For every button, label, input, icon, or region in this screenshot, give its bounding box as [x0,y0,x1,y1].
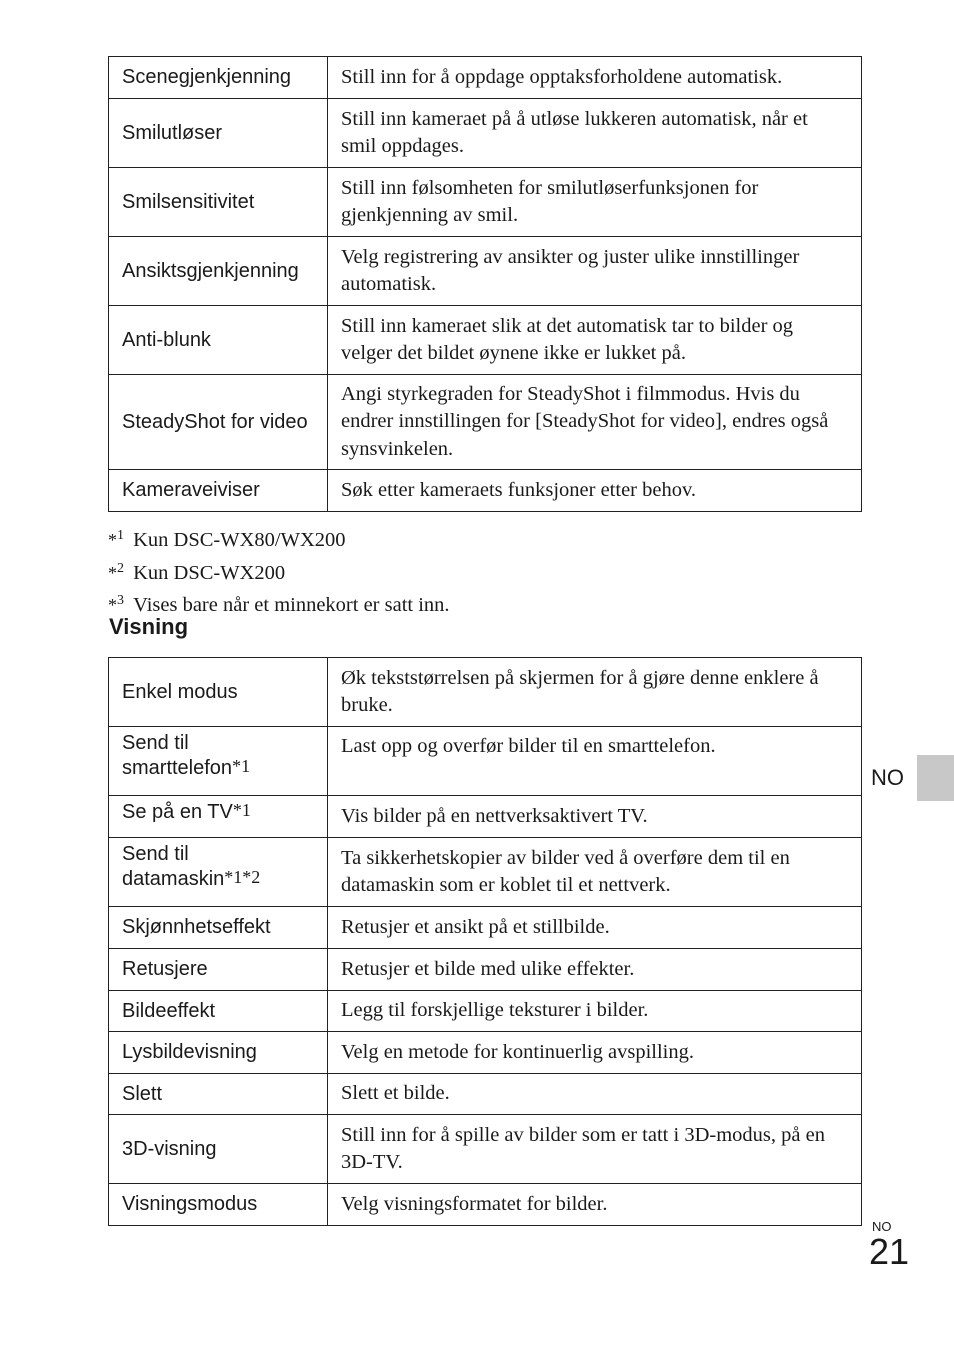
table-row [109,991,862,1032]
page-number: 21 [869,1231,910,1272]
table-row [109,1032,862,1074]
table-row [109,727,862,796]
setting-description: Ta sikkerhetskopier av bilder ved å overføre dem til en datamaskin som er koblet til et nettverk. [328,838,862,907]
setting-description: Velg visningsformatet for bilder. [328,1184,862,1226]
setting-description: Still inn for å oppdage opptaksforholdene automatisk. [328,57,862,99]
setting-name-text: Send til smarttelefon [122,732,233,779]
setting-name: Smilutløser [109,99,328,168]
setting-description: Still inn kameraet slik at det automatisk tar to bilder og velger det bildet øynene ikke er lukket på. [328,306,862,375]
setting-name: Smilsensitivitet [109,168,328,237]
table-row [109,375,862,470]
table-row [109,237,862,306]
setting-name: SteadyShot for video [109,375,328,470]
table-row [109,907,862,949]
setting-name [109,796,328,838]
table-row [109,1115,862,1184]
footnote-mark: * [108,530,117,550]
setting-name: Slett [109,1074,328,1115]
footnote [108,522,450,555]
setting-description: Last opp og overfør bilder til en smarttelefon. [328,727,862,796]
setting-description: Øk tekststørrelsen på skjermen for å gjøre denne enklere å bruke. [328,658,862,727]
section-heading: Visning [109,614,189,639]
setting-description: Legg til forskjellige teksturer i bilder. [328,991,862,1032]
setting-name-text: Send til datamaskin [122,843,225,890]
setting-name: Ansiktsgjenkjenning [109,237,328,306]
footnote-number: 2 [117,560,124,576]
footnote-mark: * [108,595,117,615]
footnote-number: 3 [117,593,124,608]
setting-name: Retusjere [109,949,328,991]
setting-name: Bildeeffekt [109,991,328,1032]
footnote-text: Kun DSC-WX80/WX200 [133,529,346,551]
setting-name: Lysbildevisning [109,1032,328,1074]
footnote-text: Vises bare når et minnekort er satt inn. [133,594,450,616]
playback-settings-table [108,657,862,1226]
language-tab-label: NO [871,765,904,790]
table-row [109,949,862,991]
table-row [109,57,862,99]
footnote-ref: *1*2 [224,867,261,887]
settings-table [108,56,862,512]
setting-description: Vis bilder på en nettverksaktivert TV. [328,796,862,838]
setting-description: Angi styrkegraden for SteadyShot i filmmodus. Hvis du endrer innstillingen for [SteadyShot for video], endres også synsvinkelen. [328,375,862,470]
setting-name: Scenegjenkjenning [109,57,328,99]
footnote-text: Kun DSC-WX200 [133,561,286,584]
setting-name: Kameraveiviser [109,470,328,512]
setting-name: 3D-visning [109,1115,328,1184]
footnote-number: 1 [117,528,124,543]
footnote [108,555,450,588]
footnote-ref: *1 [232,800,251,820]
table-row [109,306,862,375]
table-row [109,1184,862,1226]
setting-name: Anti-blunk [109,306,328,375]
setting-description: Retusjer et bilde med ulike effekter. [328,949,862,991]
setting-description: Still inn for å spille av bilder som er tatt i 3D-modus, på en 3D-TV. [328,1115,862,1184]
footnotes [108,522,450,620]
footnote-ref: *1 [232,756,251,776]
table-row [109,99,862,168]
setting-name: Enkel modus [109,658,328,727]
table-row [109,470,862,512]
setting-name [109,727,328,796]
page-language-code: NO [872,1219,892,1234]
table-row [109,1074,862,1115]
setting-description: Søk etter kameraets funksjoner etter behov. [328,470,862,512]
setting-name-text: Se på en TV [122,801,233,823]
setting-description: Still inn følsomheten for smilutløserfunksjonen for gjenkjenning av smil. [328,168,862,237]
footnote-mark: * [108,562,117,583]
table-row [109,838,862,907]
setting-description: Retusjer et ansikt på et stillbilde. [328,907,862,949]
setting-description: Velg registrering av ansikter og juster ulike innstillinger automatisk. [328,237,862,306]
table-row [109,168,862,237]
table-row [109,796,862,838]
setting-name: Skjønnhetseffekt [109,907,328,949]
language-tab-marker [917,755,954,801]
setting-description: Velg en metode for kontinuerlig avspilling. [328,1032,862,1074]
setting-name: Visningsmodus [109,1184,328,1226]
setting-description: Slett et bilde. [328,1074,862,1115]
setting-description: Still inn kameraet på å utløse lukkeren automatisk, når et smil oppdages. [328,99,862,168]
setting-name [109,838,328,907]
table-row [109,658,862,727]
